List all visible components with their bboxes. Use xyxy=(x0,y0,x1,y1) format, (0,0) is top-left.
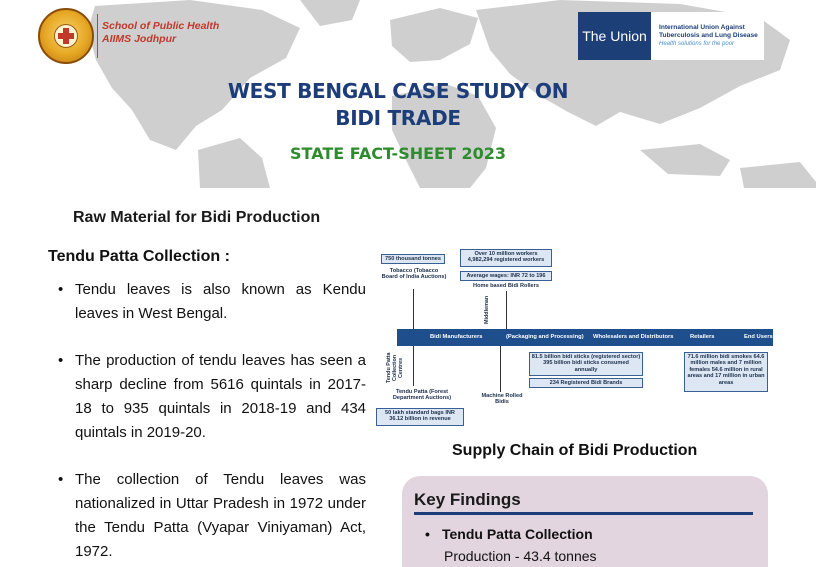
stage-packaging: (Packaging and Processing) xyxy=(506,334,584,340)
union-tagline: Health solutions for the poor xyxy=(659,41,735,47)
bidi-sticks-box: 81.5 billion bidi sticks (registered sector) 395 billion bidi sticks consumed annually xyxy=(529,352,643,376)
key-finding-label: Tendu Patta Collection xyxy=(442,526,593,542)
institution-line-2: AIIMS Jodhpur xyxy=(102,33,177,45)
stage-retailers: Retailers xyxy=(690,334,715,340)
tobacco-source-label: Tobacco (Tobacco Board of India Auctions) xyxy=(381,268,447,281)
key-finding-item xyxy=(428,526,593,542)
diagram-caption: Supply Chain of Bidi Production xyxy=(452,442,698,459)
institution-line-1: School of Public Health xyxy=(102,20,220,32)
connector-line xyxy=(500,346,501,392)
title-line-2: BIDI TRADE xyxy=(335,106,461,130)
middleman-label: Middleman xyxy=(484,295,490,325)
institution-name xyxy=(102,20,219,46)
header-banner xyxy=(0,0,816,188)
stage-wholesalers: Wholesalers and Distributors xyxy=(593,334,674,340)
bags-revenue-box: 50 lakh standard bags INR 36.12 billion in revenue xyxy=(376,408,464,426)
title-line-1: WEST BENGAL CASE STUDY ON xyxy=(227,79,569,103)
wages-box: Average wages: INR 72 to 196 xyxy=(460,271,552,281)
union-line-2: Tuberculosis and Lung Disease xyxy=(659,32,758,39)
union-full-name xyxy=(659,24,767,48)
connector-line xyxy=(413,289,414,329)
bidi-smokers-box: 71.6 million bidi smokes 64.6 million males and 7 million females 54.6 million in rural areas and 17 million in urban areas xyxy=(684,352,768,392)
logo-divider xyxy=(97,14,98,58)
union-wordmark: The Union xyxy=(578,12,651,60)
bullet-item: • The production of tendu leaves has seen a sharp decline from 5616 quintals in 2017-18 to 935 quintals in 2018-19 and 434 quintals in 2019-20. xyxy=(56,349,366,445)
key-findings-divider xyxy=(414,512,753,515)
key-finding-detail: Production - 43.4 tonnes xyxy=(444,548,597,564)
machine-rolled-label: Machine Rolled Bidis xyxy=(481,393,523,406)
stage-end-users: End Users xyxy=(744,334,773,340)
workers-box: Over 10 million workers 4,982,294 registered workers xyxy=(460,249,552,267)
connector-line xyxy=(506,291,507,329)
stage-manufacturers: Bidi Manufacturers xyxy=(430,334,483,340)
key-findings-title: Key Findings xyxy=(414,490,521,509)
bullet-item: • The collection of Tendu leaves was nationalized in Uttar Pradesh in 1972 under the Tendu Patta (Vyapar Viniyaman) Act, 1972. xyxy=(56,468,366,564)
connector-line xyxy=(413,346,414,386)
section-heading: Raw Material for Bidi Production xyxy=(73,209,321,226)
tobacco-quantity-box: 750 thousand tonnes xyxy=(381,254,445,264)
home-rollers-label: Home based Bidi Rollers xyxy=(473,283,539,289)
collection-centres-label: Tendu Patta Collection Centres xyxy=(386,352,404,384)
bullet-item: • Tendu leaves is also known as Kendu leaves in West Bengal. xyxy=(56,278,366,326)
supply-chain-diagram xyxy=(376,247,776,432)
page-subtitle: STATE FACT-SHEET 2023 xyxy=(290,144,506,163)
the-union-logo xyxy=(578,12,764,60)
tendu-auction-label: Tendu Patta (Forest Department Auctions) xyxy=(392,389,452,402)
tendu-bullet-list xyxy=(56,278,366,567)
tendu-collection-heading: Tendu Patta Collection : xyxy=(48,248,230,265)
union-line-1: International Union Against xyxy=(659,24,745,31)
page-title xyxy=(190,78,606,132)
aiims-emblem-icon xyxy=(38,8,94,64)
bidi-brands-box: 234 Registered Bidi Brands xyxy=(529,378,643,388)
